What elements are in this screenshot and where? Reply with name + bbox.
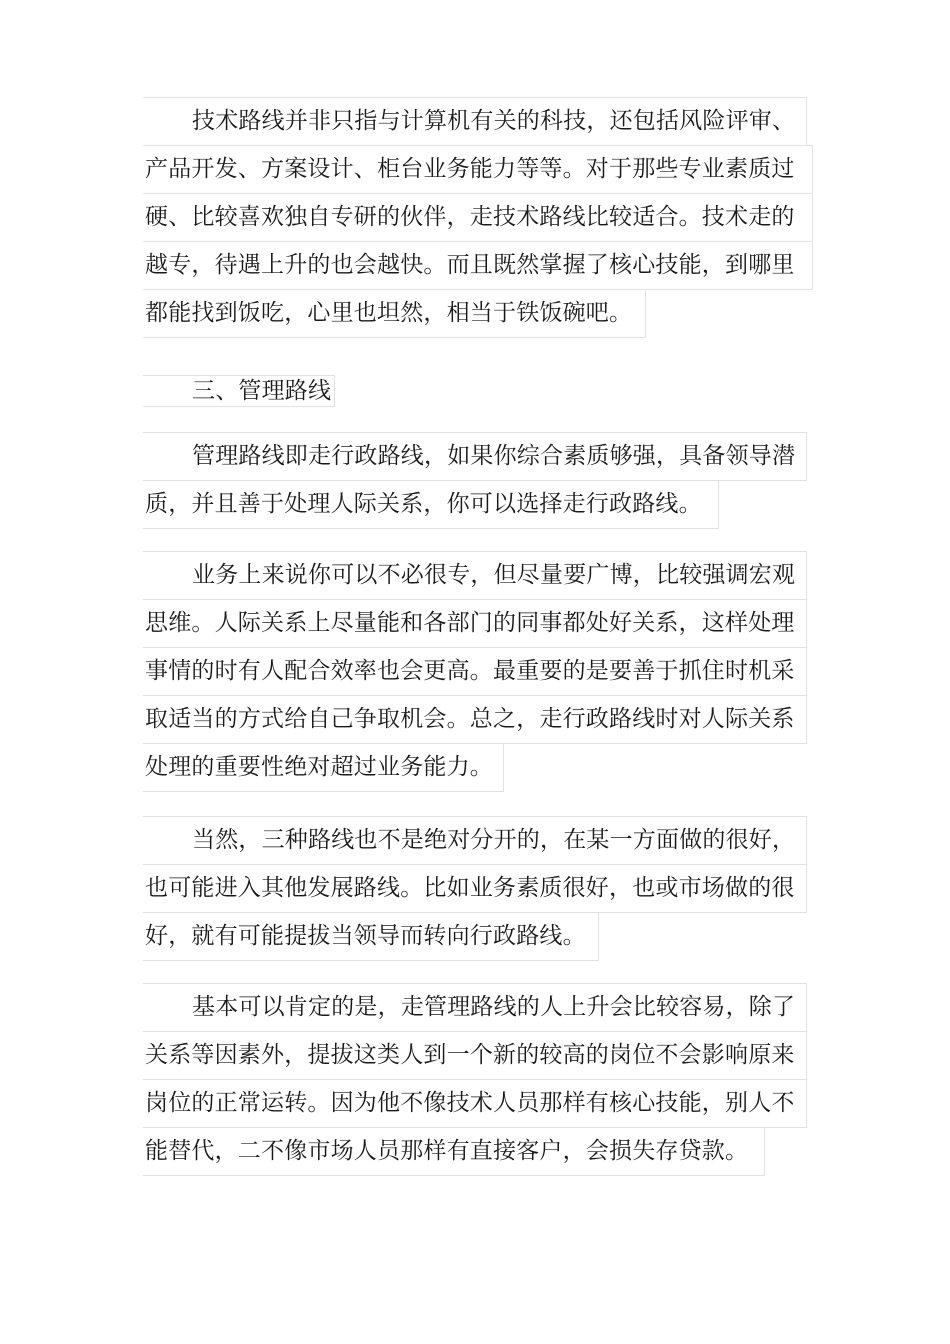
text-line: 当然，三种路线也不是绝对分开的，在某一方面做的很好，: [143, 816, 807, 865]
text-line: 好，就有可能提拔当领导而转向行政路线。: [143, 912, 599, 961]
paragraph-business-scope: [143, 551, 823, 791]
text-line: 技术路线并非只指与计算机有关的科技，还包括风险评审、: [143, 97, 807, 146]
text-line: 业务上来说你可以不必很专，但尽量要广博，比较强调宏观: [143, 551, 807, 600]
section-heading: 三、管理路线: [143, 375, 335, 407]
text-line: 岗位的正常运转。因为他不像技术人员那样有核心技能，别人不: [143, 1079, 807, 1128]
paragraph-technical-route: [143, 97, 823, 337]
text-line: 事情的时有人配合效率也会更高。最重要的是要善于抓住时机采: [143, 647, 807, 696]
text-line: 基本可以肯定的是，走管理路线的人上升会比较容易，除了: [143, 983, 807, 1032]
paragraph-routes-combined: [143, 816, 823, 960]
text-line: 关系等因素外，提拔这类人到一个新的较高的岗位不会影响原来: [143, 1031, 807, 1080]
text-line: 都能找到饭吃，心里也坦然，相当于铁饭碗吧。: [143, 289, 646, 338]
text-line: 处理的重要性绝对超过业务能力。: [143, 743, 504, 792]
text-line: 硬、比较喜欢独自专研的伙伴，走技术路线比较适合。技术走的: [143, 193, 813, 242]
text-line: 也可能进入其他发展路线。比如业务素质很好，也或市场做的很: [143, 864, 807, 913]
text-line: 思维。人际关系上尽量能和各部门的同事都处好关系，这样处理: [143, 599, 807, 648]
paragraph-management-route: [143, 432, 823, 528]
section-heading-management: [143, 375, 823, 406]
text-line: 越专，待遇上升的也会越快。而且既然掌握了核心技能，到哪里: [143, 241, 813, 290]
text-line: 产品开发、方案设计、柜台业务能力等等。对于那些专业素质过: [143, 145, 813, 194]
text-line: 取适当的方式给自己争取机会。总之，走行政路线时对人际关系: [143, 695, 807, 744]
text-line: 管理路线即走行政路线，如果你综合素质够强，具备领导潜: [143, 432, 807, 481]
text-line: 能替代，二不像市场人员那样有直接客户，会损失存贷款。: [143, 1127, 765, 1176]
paragraph-promotion: [143, 983, 823, 1175]
text-line: 质，并且善于处理人际关系，你可以选择走行政路线。: [143, 480, 719, 529]
